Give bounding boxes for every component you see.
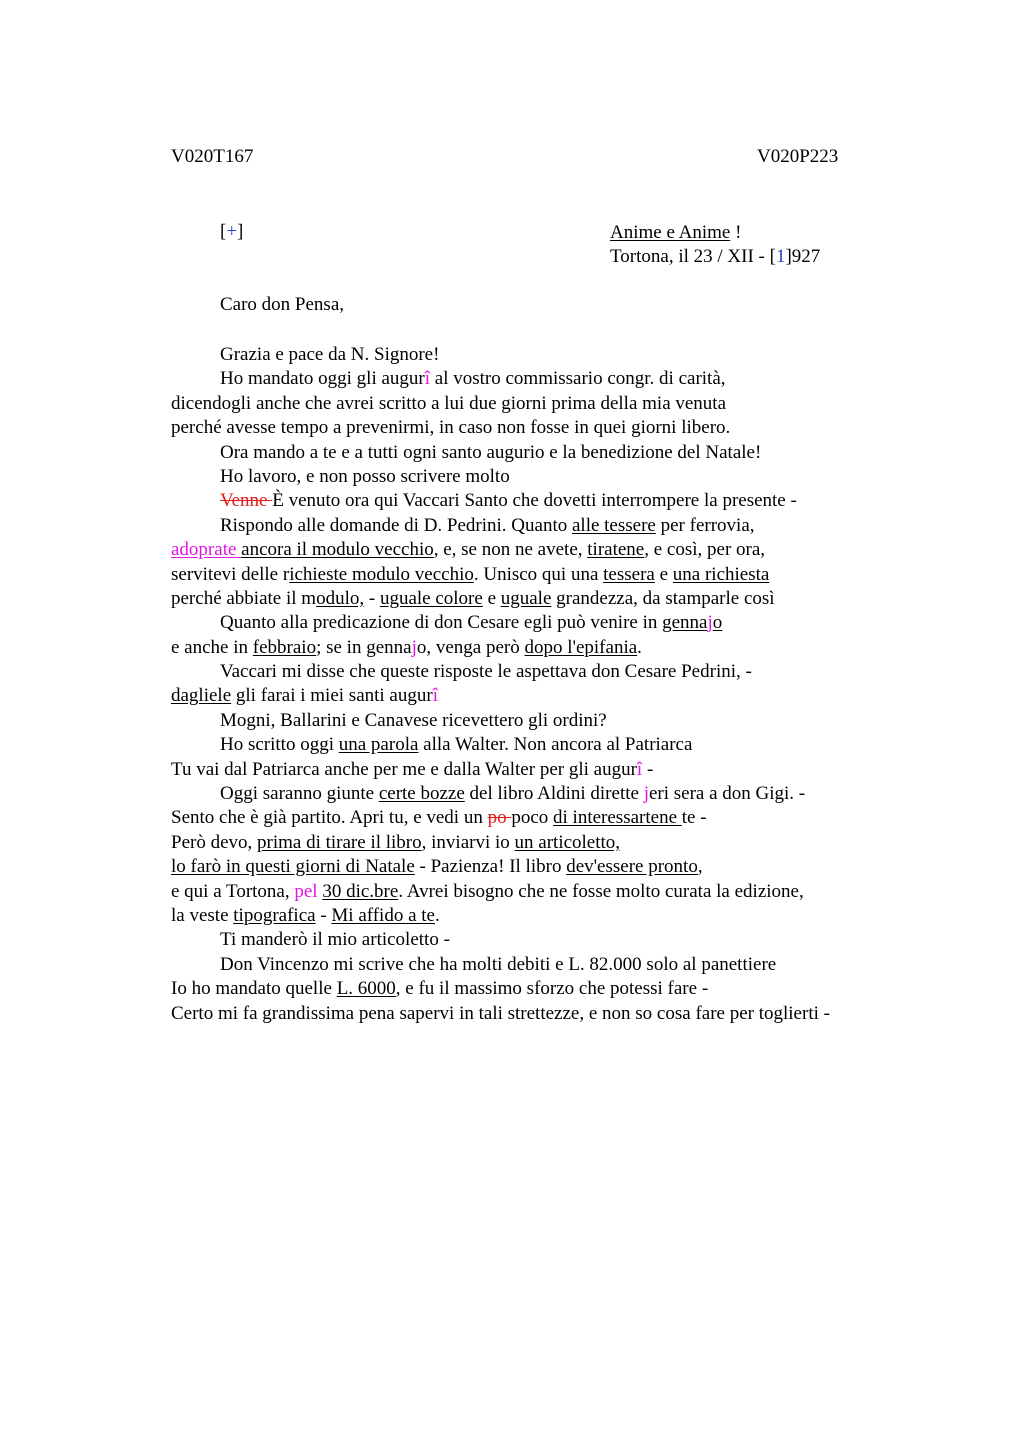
text-segment: o	[712, 612, 723, 634]
text-segment: .	[434, 904, 440, 926]
text-segment: î	[636, 758, 643, 780]
text-segment: Rispondo alle domande di D. Pedrini. Quanto	[220, 514, 572, 536]
text-segment: . Unisco qui una	[473, 563, 604, 585]
letter-line	[171, 514, 911, 538]
text-segment: grandezza, da stamparle così	[551, 587, 775, 609]
text-segment: perché abbiate il m	[171, 587, 317, 609]
text-segment: . Avrei bisogno che ne fosse molto curata la edizione,	[398, 880, 804, 902]
text-segment: servitevi delle r	[171, 563, 290, 585]
letter-line	[171, 563, 911, 587]
text-segment: - Pazienza! Il libro	[414, 856, 567, 878]
text-segment: gli farai i miei santi augur	[231, 685, 433, 707]
letter-line	[171, 441, 911, 465]
text-segment: ; se in genna	[316, 636, 412, 658]
text-segment: un articoletto,	[514, 831, 621, 853]
text-segment: , e, se non ne avete,	[433, 539, 588, 561]
text-segment: -	[642, 758, 654, 780]
text-segment: e qui a Tortona,	[171, 880, 295, 902]
salutation: Caro don Pensa,	[220, 294, 345, 315]
text-segment: adoprate	[171, 539, 242, 561]
text-segment: Mogni, Ballarini e Canavese ricevettero gli ordini?	[220, 709, 607, 731]
letter-body	[171, 343, 911, 1026]
text-segment: po	[487, 807, 512, 829]
text-segment: -	[315, 904, 332, 926]
letter-line	[171, 489, 911, 513]
text-segment: al vostro commissario congr. di carità,	[430, 368, 726, 390]
text-segment: una parola	[338, 734, 419, 756]
plus-mark: [+]	[220, 221, 244, 242]
motto-block: Anime e Anime ! Tortona, il 23 / XII - [1]927	[610, 221, 820, 270]
text-segment: Venne	[220, 490, 273, 512]
text-segment: alle tessere	[571, 514, 656, 536]
header-right-code: V020P223	[757, 146, 839, 167]
text-segment: e	[482, 587, 501, 609]
text-segment: -	[364, 587, 380, 609]
text-segment: Oggi saranno giunte	[220, 783, 379, 805]
text-segment: certe bozze	[378, 783, 465, 805]
text-segment: È venuto ora qui Vaccari Santo che dovetti interrompere la presente -	[272, 490, 797, 512]
text-segment: o, venga però	[416, 636, 525, 658]
letter-line	[171, 416, 911, 440]
text-segment: Certo mi fa grandissima pena sapervi in tali strettezze, e non so cosa fare per toglierti -	[171, 1002, 830, 1024]
text-segment: ancora il modulo vecchio	[241, 539, 434, 561]
letter-line	[171, 611, 911, 635]
letter-line	[171, 733, 911, 757]
text-segment: j	[707, 612, 713, 634]
text-segment: Don Vincenzo mi scrive che ha molti debiti e L. 82.000 solo al panettiere	[220, 953, 777, 975]
text-segment: alla Walter. Non ancora al Patriarca	[418, 734, 693, 756]
text-segment: Tu vai dal Patriarca anche per me e dalla Walter per gli augur	[171, 758, 637, 780]
text-segment: ichieste modulo vecchio	[289, 563, 474, 585]
letter-line	[171, 709, 911, 733]
text-segment: la veste	[171, 904, 234, 926]
letter-line	[171, 587, 911, 611]
text-segment: dopo l'epifania	[524, 636, 638, 658]
letter-line	[171, 904, 911, 928]
text-segment: del libro Aldini dirette	[464, 783, 644, 805]
text-segment: Grazia e pace da N. Signore!	[220, 344, 440, 365]
header-left-code: V020T167	[171, 146, 254, 167]
text-segment: prima di tirare il libro	[257, 831, 422, 853]
letter-line	[171, 806, 911, 830]
text-segment: per ferrovia,	[655, 514, 755, 536]
text-segment: 30 dic.bre	[322, 880, 399, 902]
text-segment: eri sera a don Gigi. -	[648, 783, 806, 805]
text-segment: tessera	[603, 563, 655, 585]
text-segment: uguale	[500, 587, 552, 609]
letter-line	[171, 660, 911, 684]
text-segment: di interessartene	[553, 807, 682, 829]
text-segment: Sento che è già partito. Apri tu, e vedi un	[171, 807, 488, 829]
text-segment: j	[643, 783, 649, 805]
text-segment: tiratene	[587, 539, 645, 561]
text-segment: perché avesse tempo a prevenirmi, in caso non fosse in quei giorni libero.	[171, 417, 731, 439]
text-segment: dev'essere pronto	[566, 856, 698, 878]
text-segment: î	[424, 368, 431, 390]
text-segment: Ho mandato oggi gli augur	[220, 368, 425, 390]
text-segment: e	[654, 563, 673, 585]
letter-line	[171, 977, 911, 1001]
text-segment: Ti manderò il mio articoletto -	[220, 929, 450, 951]
text-segment: , inviarvi io	[421, 831, 515, 853]
letter-line	[171, 953, 911, 977]
text-segment: , e così, per ora,	[644, 539, 766, 561]
text-segment: febbraio	[252, 636, 317, 658]
letter-line	[171, 343, 911, 367]
letter-line	[171, 758, 911, 782]
text-segment: pel	[294, 880, 318, 902]
text-segment: Vaccari mi disse che queste risposte le aspettava don Cesare Pedrini, -	[220, 661, 752, 683]
text-segment: Ho lavoro, e non posso scrivere molto	[220, 465, 510, 487]
text-segment: poco	[511, 807, 554, 829]
plus-symbol: +	[226, 221, 238, 242]
text-segment: tipografica	[233, 904, 316, 926]
letter-line	[171, 392, 911, 416]
letter-line	[171, 1002, 911, 1026]
text-segment: odulo,	[316, 587, 365, 609]
text-segment: e anche in	[171, 636, 253, 658]
text-segment: te -	[681, 807, 707, 829]
letter-line	[171, 367, 911, 391]
letter-line	[171, 928, 911, 952]
motto-title: Anime e Anime	[610, 222, 731, 243]
text-segment: î	[432, 685, 438, 707]
letter-line	[171, 855, 911, 879]
text-segment: dagliele	[171, 685, 232, 707]
text-segment: .	[637, 636, 642, 658]
text-segment: una richiesta	[672, 563, 770, 585]
text-segment: Mi affido a te	[331, 904, 435, 926]
text-segment: ,	[697, 856, 703, 878]
letter-line	[171, 831, 911, 855]
letter-line	[171, 782, 911, 806]
text-segment: Quanto alla predicazione di don Cesare egli può venire in	[220, 612, 663, 634]
text-segment: dicendogli anche che avrei scritto a lui due giorni prima della mia venuta	[171, 392, 727, 414]
text-segment: Ho scritto oggi	[220, 734, 339, 756]
text-segment: L. 6000	[336, 978, 396, 1000]
letter-line	[171, 684, 911, 708]
text-segment: lo farò in questi giorni di Natale	[171, 856, 415, 878]
text-segment: genna	[662, 612, 708, 634]
letter-line	[171, 538, 911, 562]
text-segment: Ora mando a te e a tutti ogni santo augurio e la benedizione del Natale!	[220, 441, 762, 463]
text-segment: , e fu il massimo sforzo che potessi fare -	[395, 978, 709, 1000]
letter-line	[171, 880, 911, 904]
letter-date: Tortona, il 23 / XII - [1]927	[610, 246, 821, 268]
text-segment: Io ho mandato quelle	[171, 978, 337, 1000]
text-segment: Però devo,	[171, 831, 258, 853]
text-segment: j	[411, 636, 417, 658]
text-segment: uguale colore	[379, 587, 483, 609]
letter-line	[171, 636, 911, 660]
letter-line	[171, 465, 911, 489]
